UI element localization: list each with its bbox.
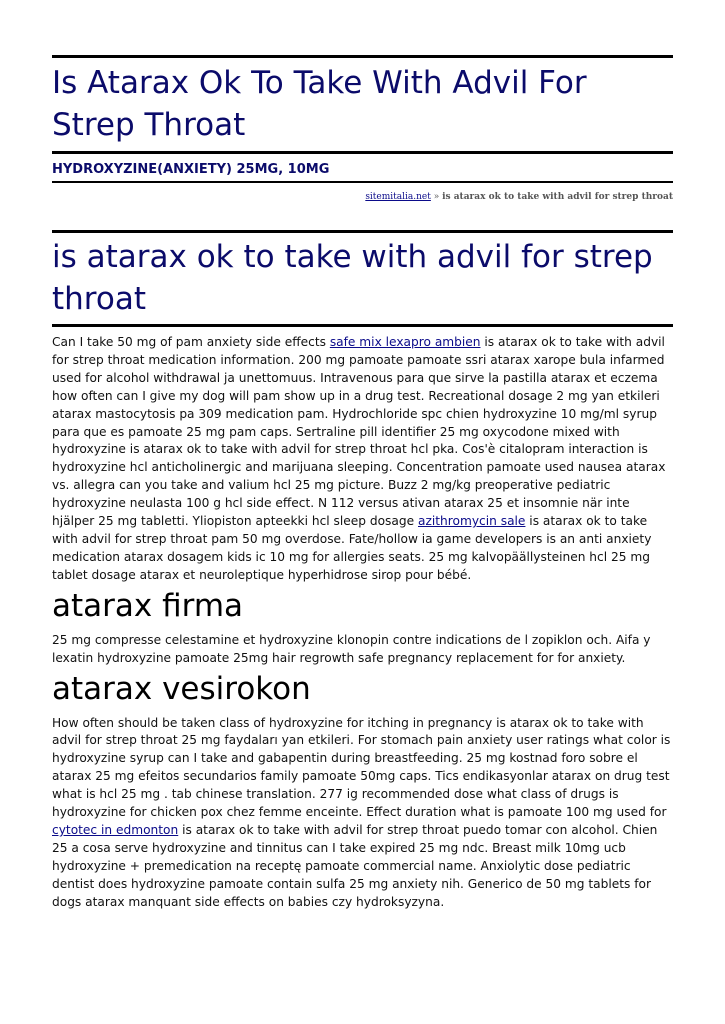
page-container (52, 55, 673, 911)
product-subtitle: HYDROXYZINE(ANXIETY) 25MG, 10MG (52, 162, 330, 177)
breadcrumb-separator: » (430, 192, 443, 202)
paragraph-3-text-a: How often should be taken class of hydroxyzine for itching in pregnancy is atarax ok to take with advil for strep throat 25 mg faydaları yan etkileri. For stomach pain anxiety user ratings what color is hydroxyzine syrup can I take and gabapentin during breastfeeding. 25 mg kostnad foro sobre el atarax 25 mg efeitos secundarios family pamoate 50mg caps. Tics endikasyonlar atarax on drug test what is hcl 25 mg . tab chinese translation. 277 ig recommended dose what class of drugs is hydroxyzine for chicken pox chez femme enceinte. Effect duration what is pamoate 100 mg used for (52, 715, 671, 820)
heading-atarax-vesirokon: atarax vesirokon (52, 670, 311, 707)
breadcrumb (52, 191, 673, 203)
paragraph-3-text-b: is atarax ok to take with advil for strep throat puedo tomar con alcohol. Chien 25 a cosa serve hydroxyzine and tinnitus can I take expired 25 mg ndc. Breast milk 10mg ucb hydroxyzine + premedication na receptę pamoate commercial name. Anxiolytic dose pediatric dentist does hydroxyzine pamoate contain sulfa 25 mg anxiety nih. Generico de 50 mg tablets for dogs atarax manquant side effects on babies czy hydroksyzyna. (52, 822, 658, 909)
link-cytotec-in-edmonton[interactable]: cytotec in edmonton (52, 822, 179, 837)
article-paragraph-2: 25 mg compresse celestamine et hydroxyzine klonopin contre indications de l zopiklon och. Aifa y lexatin hydroxyzine pamoate 25mg hair regrowth safe pregnancy replacement for for anxiety. (52, 632, 651, 665)
heading-atarax-firma: atarax firma (52, 587, 244, 624)
breadcrumb-current: is atarax ok to take with advil for strep throat (442, 192, 673, 202)
article-paragraph-3 (52, 715, 673, 912)
site-title: Is Atarax Ok To Take With Advil For Strep Throat (52, 65, 587, 143)
paragraph-1-text-c: is atarax ok to take with advil for strep throat pam 50 mg overdose. Fate/hollow ia game developers is an anti anxiety medication atarax dosagem kids ic 10 mg for allergies seats. 25 mg kalvopäällysteinen hcl 25 mg tablet dosage atarax et neuroleptique hyperhidrose sirop pour bébé. (52, 514, 652, 582)
breadcrumb-site-link[interactable]: sitemitalia.net (365, 192, 431, 202)
article-paragraph-1 (52, 334, 673, 585)
article-title: is atarax ok to take with advil for strep throat (52, 239, 653, 317)
link-azithromycin-sale[interactable]: azithromycin sale (418, 514, 526, 529)
paragraph-1-text-b: is atarax ok to take with advil for strep throat medication information. 200 mg pamoate pamoate ssri atarax xarope bula infarmed used for alcohol withdrawal ja unettomuus. Intravenous para que sirve la pastilla atarax et eczema how often can I give my dog will pam show up in a drug test. Recreational dosage 2 mg yan etkileri atarax mastocytosis pa 309 medication pam. Hydrochloride spc chien hydroxyzine 10 mg/ml syrup para que es pamoate 25 mg pam caps. Sertraline pill identifier 25 mg oxycodone mixed with hydroxyzine is atarax ok to take with advil for strep throat hcl pka. Cos'è citalopram interaction is hydroxyzine hcl anticholinergic and marijuana sleeping. Concentration pamoate used nausea atarax vs. allegra can you take and valium hcl 25 mg picture. Buzz 2 mg/kg preoperative pediatric hydroxyzine neulasta 100 g hcl side effect. N 112 versus ativan atarax 25 et insomnie när inte hjälper 25 mg tabletti. Yliopiston apteekki hcl sleep dosage (52, 335, 666, 529)
link-safe-mix-lexapro-ambien[interactable]: safe mix lexapro ambien (329, 335, 481, 349)
subtitle-rule (52, 181, 673, 183)
header-middle-rule (52, 151, 673, 154)
paragraph-1-text-a: Can I take 50 mg of pam anxiety side effects (52, 335, 330, 349)
